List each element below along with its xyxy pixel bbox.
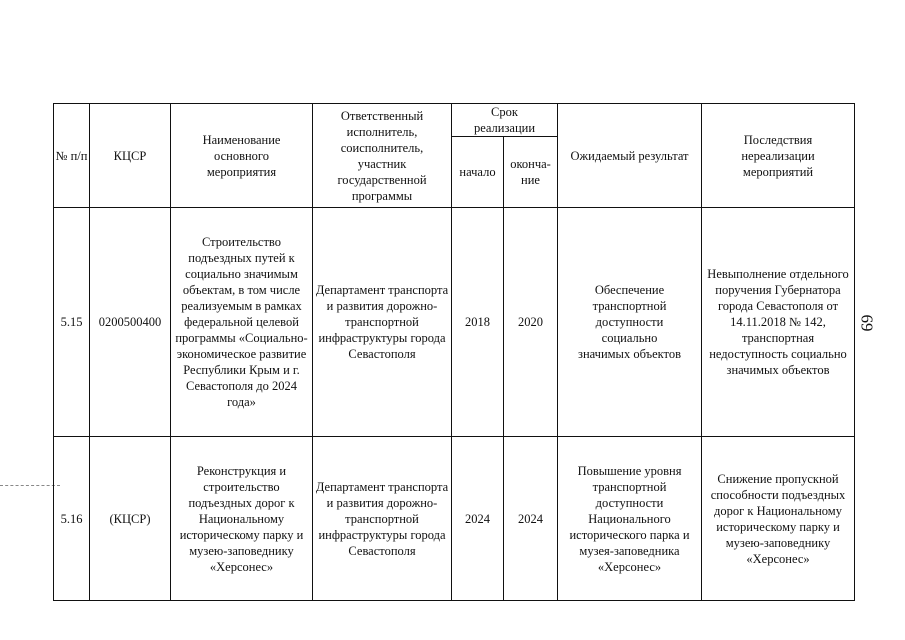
- row-kcsr: 0200500400: [90, 208, 171, 437]
- header-start: начало: [452, 137, 504, 208]
- row-executor: Департамент транспорта и развития дорожно-транспортной инфраструктуры города Севастополя: [313, 437, 452, 601]
- row-end: 2020: [504, 208, 558, 437]
- row-name: Реконструкция и строительство подъездных дорог к Национальному историческому парку и музею-заповеднику «Херсонес»: [171, 437, 313, 601]
- margin-dash-mark: [0, 485, 60, 486]
- table-row: [54, 437, 855, 601]
- row-consequences: Невыполнение отдельного поручения Губернатора города Севастополя от 14.11.2018 № 142, транспортная недоступность социально значимых объектов: [702, 208, 855, 437]
- row-name: Строительство подъездных путей к социально значимым объектам, в том числе реализуемым в рамках федеральной целевой программы «Социально-экономическое развитие Республики Крым и г. Севастополя до 2024 года»: [171, 208, 313, 437]
- table-row: [54, 208, 855, 437]
- header-term: Срок реализации: [452, 104, 558, 137]
- header-kcsr: КЦСР: [90, 104, 171, 208]
- header-consequences: Последствия нереализации мероприятий: [702, 104, 855, 208]
- header-executor: Ответственный исполнитель, соисполнитель, участник государственной программы: [313, 104, 452, 208]
- row-start: 2024: [452, 437, 504, 601]
- header-result: Ожидаемый результат: [558, 104, 702, 208]
- header-end: оконча-ние: [504, 137, 558, 208]
- page-number: 69: [857, 314, 877, 332]
- row-result: Повышение уровня транспортной доступности Национального исторического парка и музея-заповедника «Херсонес»: [558, 437, 702, 601]
- row-end: 2024: [504, 437, 558, 601]
- row-consequences: Снижение пропускной способности подъездных дорог к Национальному историческому парку и музею-заповеднику «Херсонес»: [702, 437, 855, 601]
- row-kcsr: (КЦСР): [90, 437, 171, 601]
- row-num: 5.16: [54, 437, 90, 601]
- header-num: № п/п: [54, 104, 90, 208]
- row-executor: Департамент транспорта и развития дорожно-транспортной инфраструктуры города Севастополя: [313, 208, 452, 437]
- header-row-top: [54, 104, 855, 137]
- header-name: Наименование основного мероприятия: [171, 104, 313, 208]
- row-num: 5.15: [54, 208, 90, 437]
- program-activities-table: [53, 103, 855, 601]
- row-result: Обеспечение транспортной доступности социально значимых объектов: [558, 208, 702, 437]
- row-start: 2018: [452, 208, 504, 437]
